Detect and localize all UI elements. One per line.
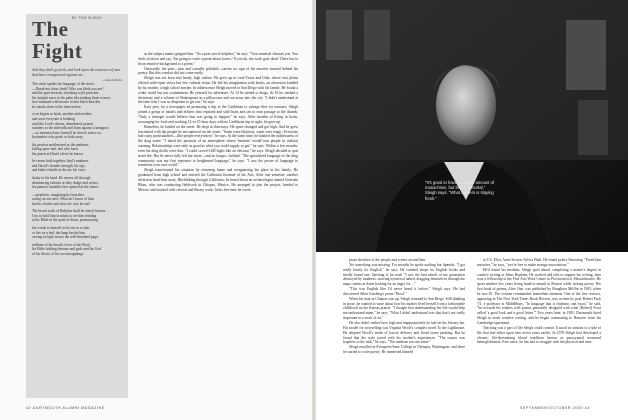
poem-line: until the Lord's chorus, abandoned, primal, (32, 121, 94, 126)
paragraph: in T.S. Eliot, Anne Sexton, Sylvia Plath. He found poetry liberating. "Freed him narrative," he says, "you're free to make strange associations." (477, 258, 601, 267)
poem-body (32, 82, 122, 256)
portrait-illustration (316, 0, 628, 252)
poem-line: his passion antithesized as the madmen (32, 142, 89, 147)
poem-line: casting its light across the well-thumbed page, (32, 235, 99, 240)
poem-line: and bathe volatile in the air, his voice (32, 168, 86, 173)
folio-right: SEPTEMBER/OCTOBER 2000 43 (520, 406, 590, 410)
poem-line: bystanders who gawk or look away. (32, 135, 84, 140)
epigraph-source: —Isaiah 66:24 (101, 78, 122, 83)
article-column-right-2 (477, 258, 601, 398)
paragraph: He also didn't realize how high and inappropriately he had set his literary bar. His model for storytelling was Virginia Woolf's complex novel To the Lighthouse. He adopted Woolf's mode of lyrical delivery and florid scene painting. But he found that the style jarred with his mother's experiences. "The reason was hopeless to the task," he says. "The medium was not mine." (343, 320, 465, 345)
poem-line: or lies on a bed, the lamp beside him (32, 230, 85, 235)
poem-sidebar (26, 14, 128, 398)
paragraph: Easy prey for a newspaper ad promising a trip to the Caribbean to salvage-dive for treasure, Sleigh joined a group of misfits and drifters who repaired and sold boats and ran to earn passage to the islands. "Only a teenager would believe that was going to happen," he says. After months of living in boats, scrounging for food and working 12-to-15-hour days with no Caribbean trip in sight, he gave up. (138, 105, 298, 124)
poem-line: he stands alone in the intersection (32, 104, 81, 109)
poem-line: until he goes berserk, shrieking wyld preacher, (32, 91, 100, 96)
paragraph: Sleigh transformed his situation by returning home and reorganizing his place in his family. He graduated from high school and entered the California Institute of the Arts. After one semester, another diversion lured him away. Hitchhiking through California, he heard about an archaeologist named Gertrude Blom, who was conducting fieldwork in Chiapas, Mexico. He arranged to join the project, headed to Mexico and assisted with clerical and library work. In his free time he wrote (138, 168, 298, 192)
poem-line: I try to hold him in mind, to see him sending (32, 213, 97, 218)
poem-line: The street speaks the language of the street: (32, 82, 95, 87)
poem-line: killing spree had, had who hurls (32, 147, 79, 152)
paragraph: Outwardly, the poet—trim and casually polished—carries no sign of the emotive turmoil behind his poetry. But this comfort did not come easily. (138, 66, 298, 76)
folio-left: 42 DARTMOUTH ALUMNI MAGAZINE (26, 406, 105, 410)
poem-line: shimmering exhaust as they dodge and weave, (32, 180, 99, 185)
paragraph: "This was English like I'd never heard it before," Sleigh says. He had discovered Allen Ginsberg's poem "Howl." (343, 287, 465, 296)
poem-line: his paunch, humbles face spotted in the fumes (32, 185, 99, 190)
poem-line: a car begins to honk, another and another, (32, 112, 93, 117)
poem-line: but his clothes and skin, the way he ran? (32, 201, 91, 206)
poem-line: at his Bible in the quiet of dawn, pronouncing (32, 218, 98, 223)
poem-line: lace-trimmed with mauve to knit black knuckle, (32, 100, 101, 105)
byline: BY TOM SLEIGH (72, 16, 103, 20)
paragraph: Homeless, he landed on the street. He slept in doorways. He spare-changed and got high. And he grew fascinated with the people he encountered on the street. "Some were hilarious, some were tragic. Everyone had crazy particularities—like people everywhere," he says. At the same time, he loathed the ruthlessness of the drug scene. "I hated the paranoia of an atmosphere where 'enemies' would turn people in without warning. Relationships were only as good as what you could supply or get," he says. Within a few months, even his drug thrills were thin. "I could crowd LSD highs like an elevator," he says. Sleigh decided to quit street life. But he never fully left the street—and no longer—behind. "The specialized language of the drug community was my first exposure to heightened language," he says. "I saw the power of language to transform your own world." (138, 124, 298, 168)
poem-line: the words to himself as he sits in a chair (32, 225, 90, 230)
paragraph: prose sketches of the people and scenes around him. (349, 258, 427, 262)
poem-line: his punch at David where he knows (32, 151, 84, 156)
poem-line: and soon everyone is honking (32, 117, 75, 122)
poem-line: —so entranced into himself he doesn't notice us, (32, 130, 102, 135)
poem-line: wanders to the sidewalk and leans against a lamppost (32, 126, 109, 131)
paragraph: Sleigh was not born into heady, high culture. He grew up in rural Texas and Utah, where vast plains offered wide-open views but few cultural vistas. He fed his imagination with books, an obsession kindled by his mother, a high school teacher. In adolescence Sleigh moved to San Diego with his family. He found a wider world but not contentment. He yearned for adventure. At 14 he turned to drugs. At 16 he stashed a dictionary and a volume of Shakespeare in a pillowcase and ran away into the city. "I didn't understand at the time why I was so desperate to get out," he says. (138, 76, 298, 105)
poem-line: millions of his breath, lover of the Word, (32, 242, 91, 247)
poem-line: his Bible holding demons and gods and the God (32, 247, 102, 252)
article-column-left (138, 52, 298, 397)
poem-line: —prophetic, imagining his heartless (32, 192, 85, 197)
poem-line: The broad walls of Babylon shall be utterly broken… (32, 209, 109, 214)
poem-line: his straight razor in his palm like making three scarves (32, 95, 111, 100)
poem-line: racing on our tires. What do I know of him (32, 197, 94, 202)
paragraph: Teaching was a part of life Sleigh could control. It stood in contrast to a side of life that had either upon him seven years earlier. In 1978 Sleigh had developed a chronic, life-threatening blood condition known as paroxysmal nocturnal hemoglobinuria. Ever since, he has had to struggle with the physical and emo- (477, 325, 601, 345)
photo-caption: "It's good to have a certain amount of masochism, but that's immortal," Sleigh says. "What matters is staying fresh." (425, 180, 495, 201)
paragraph: When his stint in Chiapas was up, Sleigh returned to San Diego. Still thinking in prose, he wanted to write about how his mother lived herself from a fashionable childhood on the Kansas prairie. "I thought that understanding her life would help me understand mine," he says. "What I didn't understand was that that's not really important in a work of art." (343, 296, 465, 321)
poem-line: shaky in his hand. He moves off through (32, 176, 91, 181)
epigraph: And they shall go forth, and look upon the carcasses of men that have transgressed against me… (32, 68, 121, 77)
article-column-right-1 (343, 258, 465, 398)
paragraph: as the subject matter gripped him. "As a poet you're helpless," he says. "Your material chooses you. You don't sit down and say, 'I'm going to write a poem about lovers.' If you do, the work goes dead. There has to be an emotive background to a poem." (138, 52, 298, 66)
poem-line: —Dumb-ass Jesus freak! Who you think you are? (32, 86, 104, 91)
poem-line: and David's slender strength, his ego (32, 163, 85, 168)
paragraph: Yet something was missing. For months he spoke nothing but Spanish. "I got really lonely for English," he says. He combed shops for English books and finally found one. Opening it, he read: "I saw the best minds of my generation destroyed by madness, starving hysterical naked, dragging themselves through the negro streets at dawn looking for an angry fix…" (343, 262, 465, 287)
poem-line: of his desire, of his own imaginings (32, 251, 84, 256)
article-title: The Fight (32, 17, 83, 63)
paragraph: He'd found his medium. Sleigh sped ahead, completing a master's degree in creative writing at Johns Hopkins. He worked odd jobs to support his writing, then won a fellowship to the Fine Arts Work Center in Provincetown, Massachusetts. He spent another few years living hand-to-mouth in Boston while writing poetry. His first book of poems, After One, was published by Houghton Mifflin in 1983, when he was 30. The volume commanded immediate attention. One of the first reviews, appearing in The New York Times Book Review, was written by poet Robert Pack '51, a professor at Middlebury. "In language that is rhythmic and exact," he said, "he rewards his readers with poems genuinely designed with what [Robert] Frost called 'a good look and a good listen.'" Two years later, in 1985, Dartmouth hired Sleigh to teach creative writing, and he began commuting to Hanover from his Cambridge apartment. (477, 267, 601, 325)
portrait-photo (316, 0, 628, 252)
paragraph: Sleigh enrolled in Evergreen State College in Olympia, Washington, and there he started to write poetry. He immersed himself (343, 345, 465, 355)
poem-line: he seems both together, Saul's madness (32, 159, 89, 164)
